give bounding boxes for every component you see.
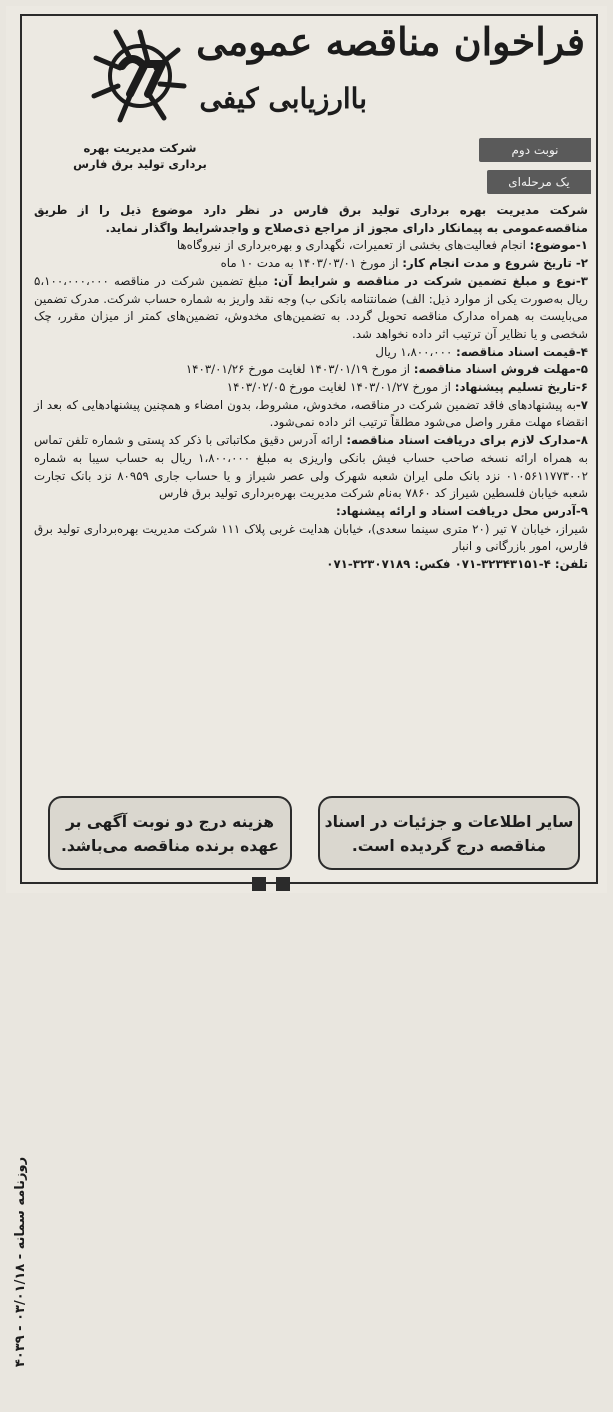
address: شیراز، خیابان ۷ تیر (۲۰ متری سینما سعدی)، خیابان هدایت غربی پلاک ۱۱۱ شرکت مدیریت بهره‌برداری تولید برق فارس، امور بازرگانی و انبار [34, 521, 588, 554]
item-text: از مورخ ۱۴۰۳/۰۱/۲۷ لغایت مورخ ۱۴۰۳/۰۲/۰۵ [226, 380, 455, 395]
item-label: ۷- [575, 397, 588, 412]
decor-square [252, 877, 266, 891]
item-label: ۱-موضوع: [529, 238, 588, 253]
info-box-cost: هزینه درج دو نوبت آگهی بر عهده برنده مناقصه می‌باشد. [48, 796, 292, 870]
page-subtitle: باارزیابی کیفی [199, 82, 367, 115]
item-4 [34, 344, 588, 362]
item-label: ۹-آدرس محل دریافت اسناد و ارائه پیشنهاد: [336, 503, 588, 518]
item-label: ۳-نوع و مبلغ تضمین شرکت در مناقصه و شرایط آن: [273, 273, 588, 288]
item-text: از مورخ ۱۴۰۳/۰۱/۱۹ لغایت مورخ ۱۴۰۳/۰۱/۲۶ [185, 362, 414, 377]
item-2 [34, 255, 588, 273]
newspaper-side-label: روزنامه سمانه - ۰۳/۰۱/۱۸ - ۴۰۳۹ [13, 1156, 28, 1368]
item-label: ۸-مدارک لازم برای دریافت اسناد مناقصه: [346, 433, 588, 448]
item-text: به پیشنهادهای فاقد تضمین شرکت در مناقصه، مخدوش، مشروط، بدون امضاء و همچنین پیشنهادهایی که بعد از انقضاء مهلت مقرر واصل می‌شود مطلقاً ترتیب اثر داده نمی‌شود. [34, 397, 588, 430]
contact-info: تلفن: ۴-۳۲۳۴۳۱۵۱-۰۷۱ فکس: ۳۲۳۰۷۱۸۹-۰۷۱ [326, 557, 588, 572]
page-title: فراخوان مناقصه عمومی [196, 19, 585, 64]
company-logo-icon [86, 22, 194, 130]
stage-badge: یک مرحله‌ای [487, 170, 591, 194]
turn-badge: نوبت دوم [479, 138, 591, 162]
item-label: ۴-قیمت اسناد مناقصه: [456, 344, 588, 359]
item-label: ۶-تاریخ تسلیم پیشنهاد: [454, 380, 588, 395]
item-label: ۵-مهلت فروش اسناد مناقصه: [413, 362, 588, 377]
item-label: ۲- تاریخ شروع و مدت انجام کار: [402, 256, 588, 271]
item-5 [34, 361, 588, 379]
item-1 [34, 237, 588, 255]
info-box-details: سایر اطلاعات و جزئیات در اسناد مناقصه درج گردیده است. [318, 796, 580, 870]
item-6 [34, 379, 588, 397]
item-text: مبلغ تضمین شرکت در مناقصه ۵،۱۰۰،۰۰۰،۰۰۰ ریال به‌صورت یکی از موارد ذیل: الف) ضمانتنامه بانکی ب) وجه نقد واریز به شماره حساب شرکت. مدرک تضمین می‌بایست به همراه مدارک مناقصه تحویل گردد. به تضمین‌های مخدوش، تضمین‌های کمتر از میزان مقرر، چک شخصی و یا نظایر آن ترتیب اثر داده نخواهد شد. [34, 273, 588, 341]
company-name: شرکت مدیریت بهره برداری تولید برق فارس [73, 141, 207, 171]
item-3 [34, 273, 588, 344]
ad-body [34, 202, 588, 574]
item-text: ۱،۸۰۰،۰۰۰ ریال [375, 344, 457, 359]
intro-paragraph: شرکت مدیریت بهره برداری تولید برق فارس در نظر دارد موضوع ذیل را از طریق مناقصه‌عمومی به پیمانکار دارای مجوز از مراجع ذی‌صلاح و واجدشرایط واگذار نماید. [34, 203, 588, 235]
item-text: ارائه آدرس دقیق مکاتباتی با ذکر کد پستی و شماره تلفن تماس به همراه ارائه نسخه صاحب حساب فیش بانکی واریزی به مبلغ ۱،۸۰۰،۰۰۰ ریال به حساب سیبا به شماره ۰۱۰۵۶۱۱۷۷۳۰۰۲ نزد بانک ملی ایران شعبه شهرک ولی عصر شیراز و یا حساب جاری ۸۰۹۵۹ نزد بانک تجارت شعبه خیابان فلسطین شیراز کد ۷۸۶۰ به‌نام شرکت مدیریت بهره‌برداری تولید برق فارس [34, 433, 588, 501]
item-text: انجام فعالیت‌های بخشی از تعمیرات، نگهداری و بهره‌برداری از نیروگاه‌ها [176, 238, 530, 253]
item-7 [34, 397, 588, 432]
item-9 [34, 503, 588, 521]
item-text: از مورخ ۱۴۰۳/۰۳/۰۱ به مدت ۱۰ ماه [220, 256, 403, 271]
item-8 [34, 432, 588, 503]
decor-square [276, 877, 290, 891]
